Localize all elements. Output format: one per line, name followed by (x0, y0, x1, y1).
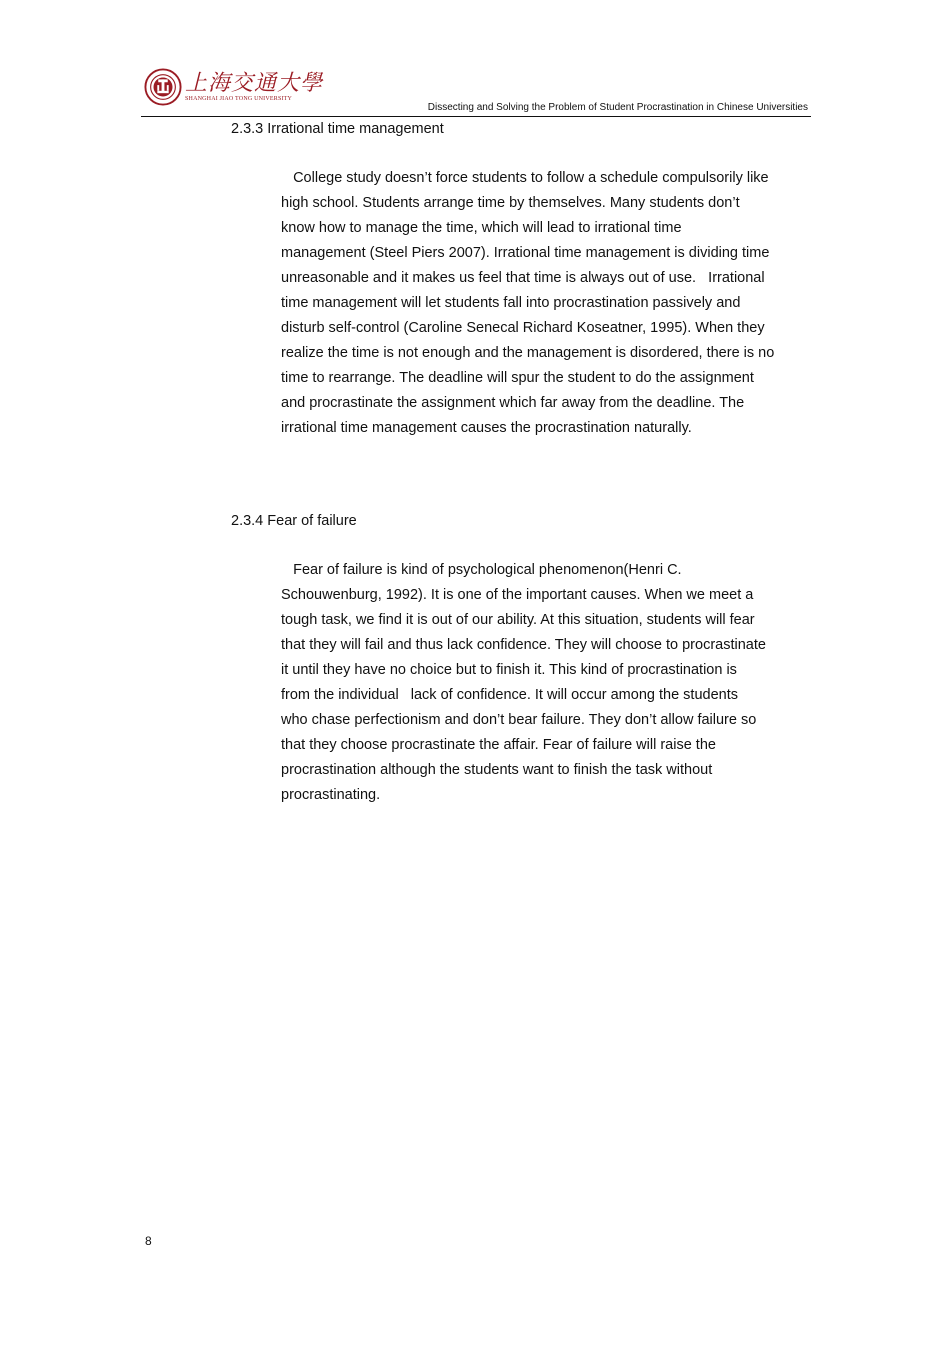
paragraph-irrational-time-management (281, 166, 814, 441)
text-line: Fear of failure is kind of psychological phenomenon(Henri C. (281, 562, 682, 578)
university-logo (141, 66, 324, 108)
text-line: high school. Students arrange time by themselves. Many students don’t (281, 195, 740, 211)
text-line: irrational time management causes the procrastination naturally. (281, 420, 692, 436)
text-line: Schouwenburg, 1992). It is one of the important causes. When we meet a (281, 587, 754, 603)
section-heading-fear-of-failure: 2.3.4 Fear of failure (231, 513, 357, 529)
text-line: that they will fail and thus lack confidence. They will choose to procrastinate (281, 637, 766, 653)
section-heading-irrational-time-management: 2.3.3 Irrational time management (231, 121, 444, 137)
university-seal-icon (144, 68, 182, 106)
text-line: know how to manage the time, which will lead to irrational time (281, 220, 682, 236)
text-line: who chase perfectionism and don’t bear failure. They don’t allow failure so (281, 712, 757, 728)
logo-english-text: SHANGHAI JIAO TONG UNIVERSITY (185, 96, 293, 102)
text-line: disturb self-control (Caroline Senecal Richard Koseatner, 1995). When they (281, 320, 765, 336)
text-line: College study doesn’t force students to follow a schedule compulsorily like (281, 170, 769, 186)
text-line: procrastinating. (281, 787, 381, 803)
text-line: tough task, we find it is out of our ability. At this situation, students will fear (281, 612, 755, 628)
text-line: unreasonable and it makes us feel that time is always out of use. Irrational (281, 270, 765, 286)
text-line: and procrastinate the assignment which far away from the deadline. The (281, 395, 745, 411)
text-line: management (Steel Piers 2007). Irrational time management is dividing time (281, 245, 770, 261)
header-divider (141, 116, 811, 117)
page-header (141, 66, 811, 118)
paragraph-fear-of-failure (281, 558, 814, 808)
text-line: procrastination although the students want to finish the task without (281, 762, 713, 778)
text-line: time management will let students fall into procrastination passively and (281, 295, 741, 311)
text-line: time to rearrange. The deadline will spur the student to do the assignment (281, 370, 754, 386)
page-number: 8 (145, 1234, 152, 1248)
text-line: that they choose procrastinate the affair. Fear of failure will raise the (281, 737, 716, 753)
running-title: Dissecting and Solving the Problem of Student Procrastination in Chinese Universities (427, 102, 808, 113)
text-line: from the individual lack of confidence. It will occur among the students (281, 687, 738, 703)
logo-chinese-text: 上海交通大學 (185, 71, 324, 96)
text-line: realize the time is not enough and the management is disordered, there is no (281, 345, 775, 361)
text-line: it until they have no choice but to finish it. This kind of procrastination is (281, 662, 737, 678)
